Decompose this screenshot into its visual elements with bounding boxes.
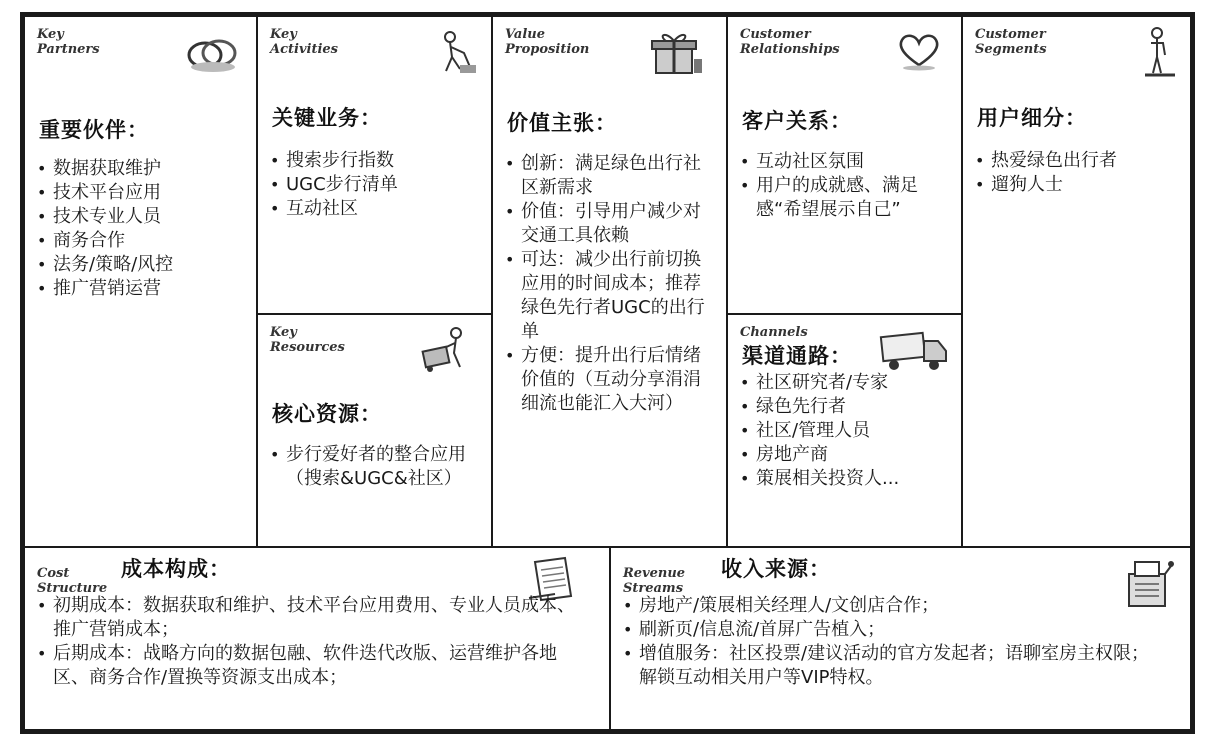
list-item: • 绿色先行者	[738, 395, 953, 419]
relationships-list	[738, 150, 943, 222]
key-resources-block	[256, 313, 493, 548]
customer-segments-block	[961, 15, 1192, 548]
block-title-en: Channels	[740, 325, 808, 340]
block-title-zh: 价值主张：	[507, 111, 617, 135]
list-item: • 房地产商	[738, 443, 953, 467]
list-item: • 互动社区	[268, 197, 483, 221]
block-title-zh: 渠道通路：	[742, 344, 852, 368]
list-item: • 互动社区氛围	[738, 150, 943, 174]
customer-relationships-block	[726, 15, 963, 315]
block-title-zh: 收入来源：	[721, 557, 831, 581]
list-item: • 社区/管理人员	[738, 419, 953, 443]
list-item: • 社区研究者/专家	[738, 371, 953, 395]
activities-list	[268, 149, 483, 221]
list-item: • 增值服务：社区投票/建议活动的官方发起者；语聊室房主权限；解锁互动相关用户等VIP特权。	[621, 642, 1166, 690]
list-item: • 搜索步行指数	[268, 149, 483, 173]
channels-block	[726, 313, 963, 548]
partners-list	[35, 157, 245, 301]
list-item: • 数据获取维护	[35, 157, 245, 181]
list-item: • 后期成本：战略方向的数据包融、软件迭代改版、运营维护各地区、商务合作/置换等资源支出成本；	[35, 642, 585, 690]
list-item: • 方便：提升出行后情绪价值的（互动分享涓涓细流也能汇入大河）	[503, 344, 713, 416]
channels-list	[738, 371, 953, 491]
block-title-zh: 用户细分：	[977, 106, 1087, 130]
rings-icon	[183, 33, 243, 77]
list-item: • 商务合作	[35, 229, 245, 253]
list-item: • 法务/策略/风控	[35, 253, 245, 277]
list-item: • 价值：引导用户减少对交通工具依赖	[503, 200, 713, 248]
value-proposition-block	[491, 15, 728, 548]
key-partners-block	[23, 15, 258, 548]
list-item: • 推广营销运营	[35, 277, 245, 301]
block-title-zh: 关键业务：	[272, 106, 382, 130]
list-item: • UGC步行清单	[268, 173, 483, 197]
list-item: • 热爱绿色出行者	[973, 149, 1178, 173]
resources-list	[268, 443, 468, 491]
block-title-en: Cost Structure	[37, 566, 108, 596]
gift-icon	[648, 29, 706, 77]
list-item: • 遛狗人士	[973, 173, 1178, 197]
value-list	[503, 152, 713, 416]
list-item: • 策展相关投资人...	[738, 467, 953, 491]
list-item: • 初期成本：数据获取和维护、技术平台应用费用、专业人员成本、推广营销成本；	[35, 594, 585, 642]
business-model-canvas	[20, 12, 1195, 734]
person-icon	[1139, 25, 1179, 79]
list-item: • 房地产/策展相关经理人/文创店合作；	[621, 594, 1166, 618]
segments-list	[973, 149, 1178, 197]
cart-icon	[420, 325, 476, 375]
block-title-en: Key Partners	[37, 27, 100, 57]
list-item: • 技术平台应用	[35, 181, 245, 205]
block-title-zh: 重要伙伴：	[39, 118, 149, 142]
list-item: • 技术专业人员	[35, 205, 245, 229]
list-item: • 可达：减少出行前切换应用的时间成本；推荐绿色先行者UGC的出行单	[503, 248, 713, 344]
block-title-en: Customer Relationships	[740, 27, 840, 57]
block-title-zh: 成本构成：	[121, 557, 231, 581]
list-item: • 创新：满足绿色出行社区新需求	[503, 152, 713, 200]
cost-list	[35, 594, 585, 690]
list-item: • 刷新页/信息流/首屏广告植入；	[621, 618, 1166, 642]
list-item: • 用户的成就感、满足感“希望展示自己”	[738, 174, 943, 222]
key-activities-block	[256, 15, 493, 315]
list-item: • 步行爱好者的整合应用（搜索&UGC&社区）	[268, 443, 468, 491]
block-title-zh: 核心资源：	[272, 402, 382, 426]
worker-icon	[430, 27, 480, 77]
block-title-en: Revenue Streams	[623, 566, 686, 596]
block-title-en: Key Activities	[270, 27, 338, 57]
block-title-en: Value Proposition	[505, 27, 590, 57]
block-title-zh: 客户关系：	[742, 109, 852, 133]
block-title-en: Key Resources	[270, 325, 345, 355]
revenue-list	[621, 594, 1166, 690]
block-title-en: Customer Segments	[975, 27, 1047, 57]
cost-structure-block	[23, 546, 611, 731]
heart-icon	[896, 31, 942, 71]
revenue-streams-block	[609, 546, 1192, 731]
truck-icon	[878, 329, 950, 373]
